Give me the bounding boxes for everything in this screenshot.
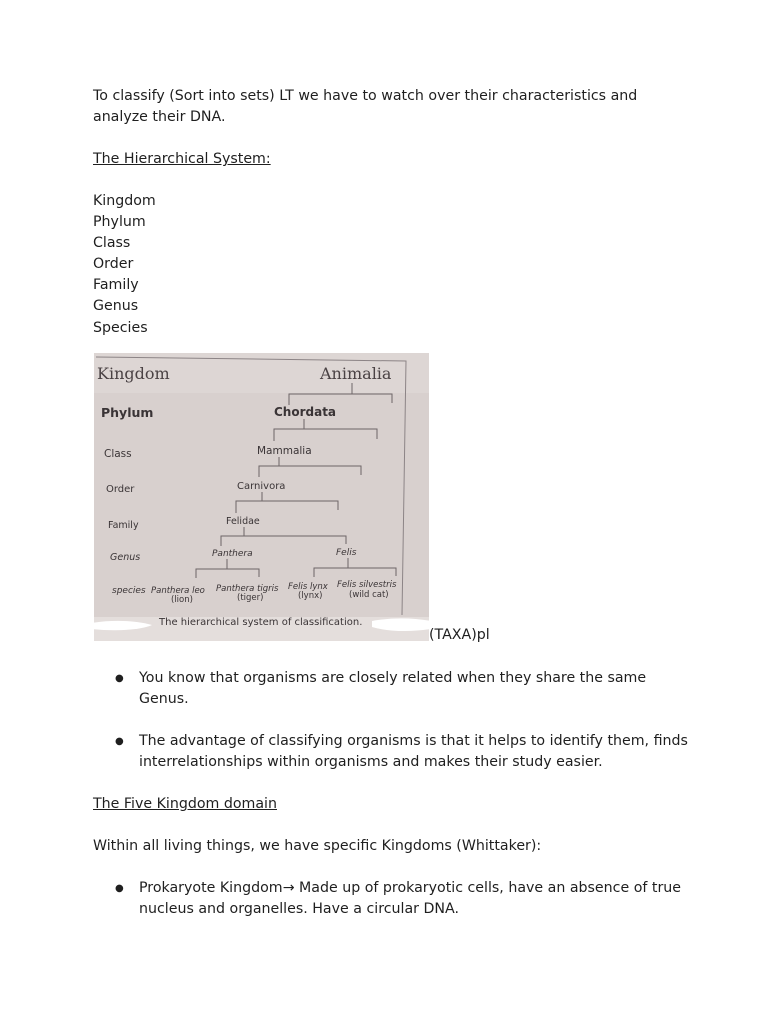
node-felis: Felis [336, 547, 357, 558]
node-carnivora: Carnivora [237, 480, 286, 492]
kingdom-description: Made up of prokaryotic cells, have an absence of true nucleus and organelles. Have a circular DNA. [139, 879, 681, 917]
kingdom-item [93, 878, 693, 920]
species-name: Felis silvestris [337, 579, 397, 590]
bullet-item: ● The advantage of classifying organisms is that it helps to identify them, finds interrelationships within organisms and makes their study easier. [93, 731, 693, 773]
species-name: Felis lynx [288, 581, 328, 592]
kingdom-term: Prokaryote Kingdom [139, 879, 283, 896]
taxa-note: (TAXA)pl [429, 626, 490, 643]
figure-row [93, 353, 693, 648]
kingdoms-intro: Within all living things, we have specific Kingdoms (Whittaker): [93, 837, 542, 854]
bullet-item: ● You know that organisms are closely related when they share the same Genus. [93, 668, 693, 710]
species-name: Panthera leo [151, 585, 205, 596]
intro-paragraph: To classify (Sort into sets) LT we have to watch over their characteristics and analyze their DNA. [93, 88, 638, 125]
fig-label-species: species [112, 585, 146, 596]
rank-item: Genus [93, 298, 139, 315]
classification-photo [94, 353, 429, 641]
rank-item: Phylum [93, 214, 146, 231]
rank-item: Kingdom [93, 193, 156, 209]
fig-label-family: Family [108, 519, 139, 531]
species-common: (lion) [171, 594, 193, 605]
rank-item: Family [93, 277, 139, 294]
species-common: (wild cat) [349, 589, 389, 600]
fig-label-phylum: Phylum [101, 404, 154, 420]
arrow-icon: → [282, 879, 295, 896]
kingdom-list [93, 878, 693, 920]
node-chordata: Chordata [274, 404, 337, 419]
node-panthera: Panthera [212, 548, 253, 559]
fig-label-class: Class [104, 447, 132, 460]
five-kingdom-heading: The Five Kingdom domain [93, 795, 277, 812]
document-page [93, 86, 693, 920]
rank-item: Class [93, 235, 131, 252]
node-mammalia: Mammalia [257, 444, 312, 457]
fig-label-genus: Genus [110, 551, 141, 563]
species-name: Panthera tigris [216, 583, 279, 594]
node-animalia: Animalia [320, 363, 392, 383]
species-common: (tiger) [237, 592, 264, 603]
species-common: (lynx) [298, 590, 323, 601]
hierarchy-heading: The Hierarchical System: [93, 151, 271, 167]
rank-list [93, 191, 693, 339]
node-felidae: Felidae [226, 515, 260, 527]
rank-item: Order [93, 256, 134, 273]
figure-caption: The hierarchical system of classification. [159, 616, 363, 628]
rank-item: Species [93, 319, 148, 336]
bullet-list [93, 668, 693, 773]
fig-label-order: Order [106, 483, 135, 495]
fig-label-kingdom: Kingdom [97, 363, 170, 383]
classification-diagram [94, 353, 429, 641]
